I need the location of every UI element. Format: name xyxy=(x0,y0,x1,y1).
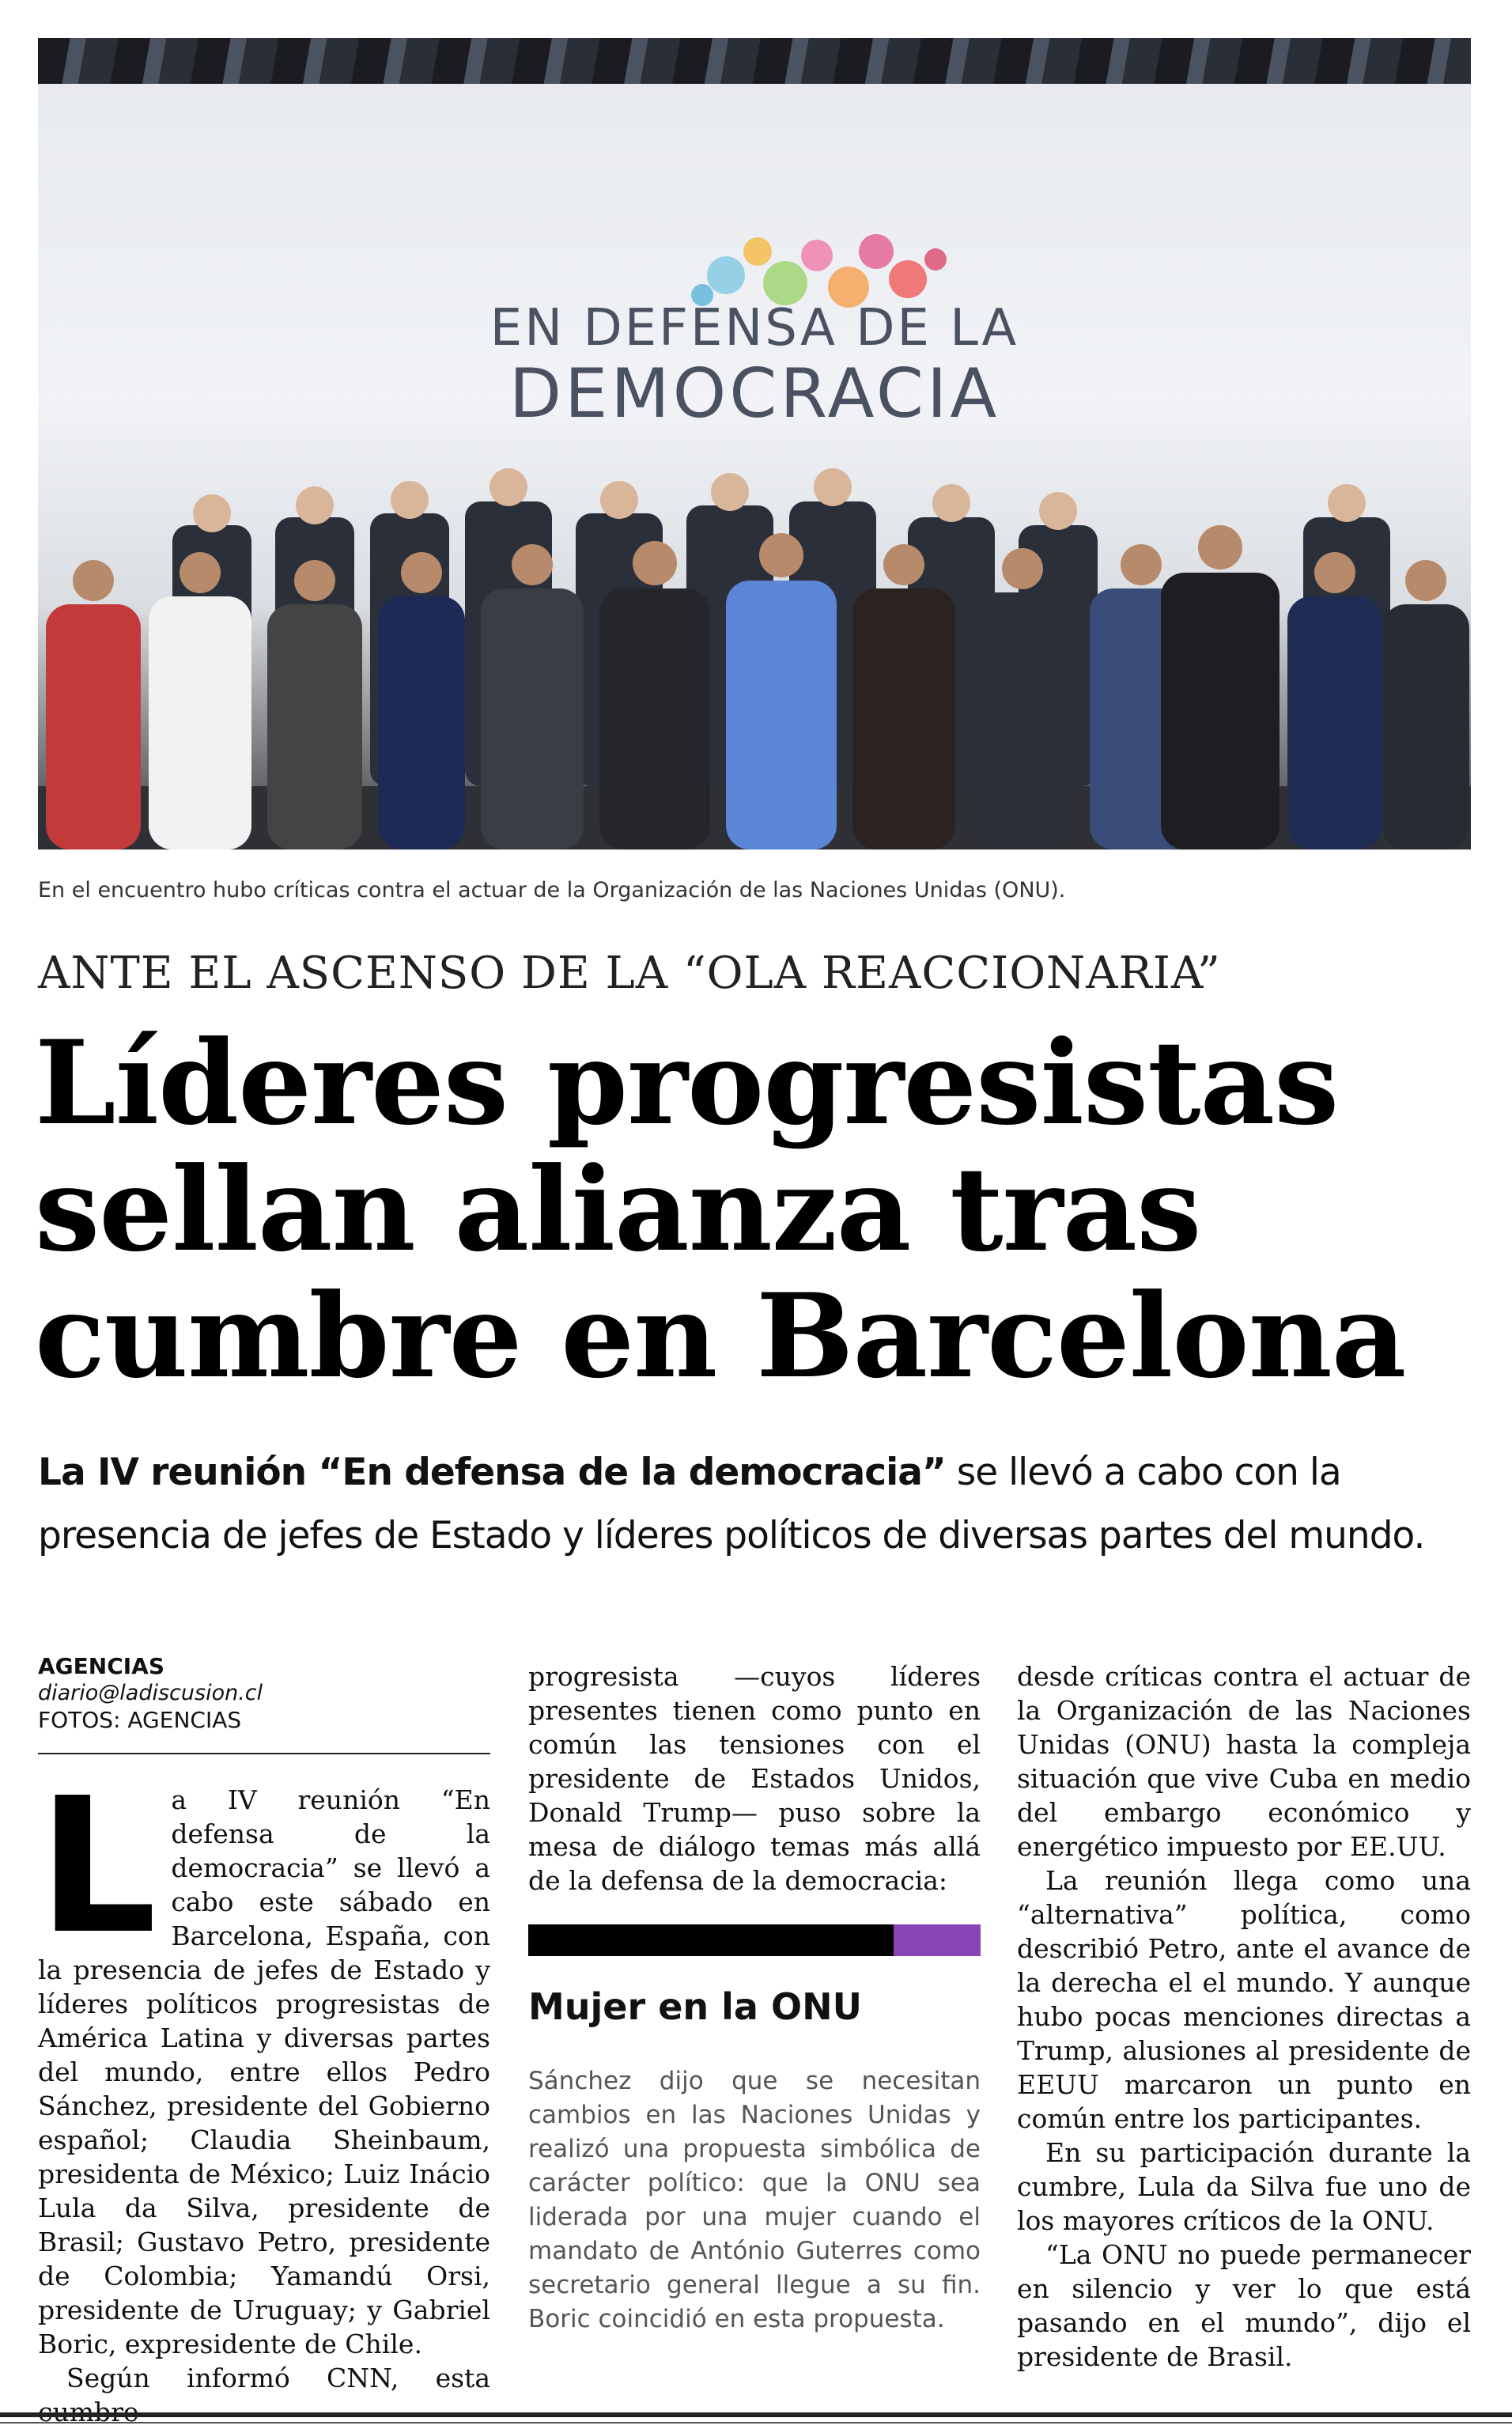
article-column-2 xyxy=(528,1659,981,1898)
deck-bold: La IV reunión “En defensa de la democracia” xyxy=(38,1451,946,1494)
deck-line1-rest: se llevó a cabo con la xyxy=(945,1451,1341,1494)
photo-caption: En el encuentro hubo críticas contra el actuar de la Organización de las Naciones Unidas (ONU). xyxy=(38,878,1066,902)
group-of-leaders xyxy=(38,438,1471,849)
banner-text-line2: DEMOCRACIA xyxy=(508,354,1000,433)
deck xyxy=(38,1441,1485,1568)
col3-paragraph-3: En su participación durante la cumbre, Lula da Silva fue uno de los mayores críticos de la ONU. xyxy=(1017,2137,1471,2236)
section-bar-purple xyxy=(894,1924,981,1956)
byline-agency: AGENCIAS xyxy=(38,1653,165,1679)
byline-photos: FOTOS: AGENCIAS xyxy=(38,1707,242,1733)
kicker: ANTE EL ASCENSO DE LA “OLA REACCIONARIA” xyxy=(38,948,1221,999)
col2-paragraph-1: progresista —cuyos líderes presentes tienen como punto en común las tensiones con el presidente de Estados Unidos, Donald Trump— puso sobre la mesa de diálogo temas más allá de la defensa de la democracia: xyxy=(528,1661,981,1896)
section-divider-bar xyxy=(528,1924,981,1956)
col2-paragraph-2: Sánchez dijo que se necesitan cambios en las Naciones Unidas y realizó una propuesta simbólica de carácter político: que la ONU sea liderada por una mujer cuando el mandato de António Guterres como secretario general llegue a su fin. Boric coincidió en esta propuesta. xyxy=(528,2067,981,2333)
byline xyxy=(38,1653,490,1734)
page-bottom-rule xyxy=(0,2412,1512,2417)
section-subhead: Mujer en la ONU xyxy=(528,1985,862,2028)
col3-paragraph-2: La reunión llega como una “alternativa” política, como describió Petro, ante el avance de la derecha el el mundo. Y aunque hubo pocas menciones directas a Trump, alusiones al presidente de EEUU marcaron un punto en común entre los participantes. xyxy=(1017,1865,1471,2134)
banner-text-line1: EN DEFENSA DE LA xyxy=(490,299,1019,358)
col3-paragraph-1: desde críticas contra el actuar de la Organización de las Naciones Unidas (ONU) hasta la compleja situación que vive Cuba en medio del embargo económico y energético impuesto por EE.UU. xyxy=(1017,1661,1471,1862)
stage-lights xyxy=(38,38,1471,84)
headline-line2: sellan alianza tras xyxy=(35,1142,1201,1277)
article-column-1 xyxy=(38,1758,490,2429)
headline-line3: cumbre en Barcelona xyxy=(35,1269,1406,1404)
article-column-3 xyxy=(1017,1659,1471,2374)
page-bottom-rule-thin xyxy=(0,2422,1512,2424)
article-photo xyxy=(38,38,1471,849)
deck-line2: presencia de jefes de Estado y líderes políticos de diversas partes del mundo. xyxy=(38,1514,1425,1557)
col1-paragraph-1: a IV reunión “En defensa de la democracia” se llevó a cabo este sábado en Barcelona, España, con la presencia de jefes de Estado y líderes políticos progresistas de América Latina y diversas partes del mundo, entre ellos Pedro Sánchez, presidente del Gobierno español; Claudia Sheinbaum, presidenta de México; Luiz Inácio Lula da Silva, presidente de Brasil; Gustavo Petro, presidente de Colombia; Yamandú Orsi, presidente de Uruguay; y Gabriel Boric, expresidente de Chile. xyxy=(38,1784,490,2359)
byline-divider xyxy=(38,1753,490,1754)
drop-cap: L xyxy=(38,1758,157,1975)
byline-email: diario@ladiscusion.cl xyxy=(38,1681,263,1705)
headline-line1: Líderes progresistas xyxy=(35,1016,1339,1151)
section-bar-black xyxy=(528,1924,894,1956)
col3-paragraph-4: “La ONU no puede permanecer en silencio y ver lo que está pasando en el mundo”, dijo el presidente de Brasil. xyxy=(1017,2239,1471,2372)
col1-paragraph-2: Según informó CNN, esta xyxy=(66,2363,490,2393)
headline xyxy=(35,1016,1482,1404)
